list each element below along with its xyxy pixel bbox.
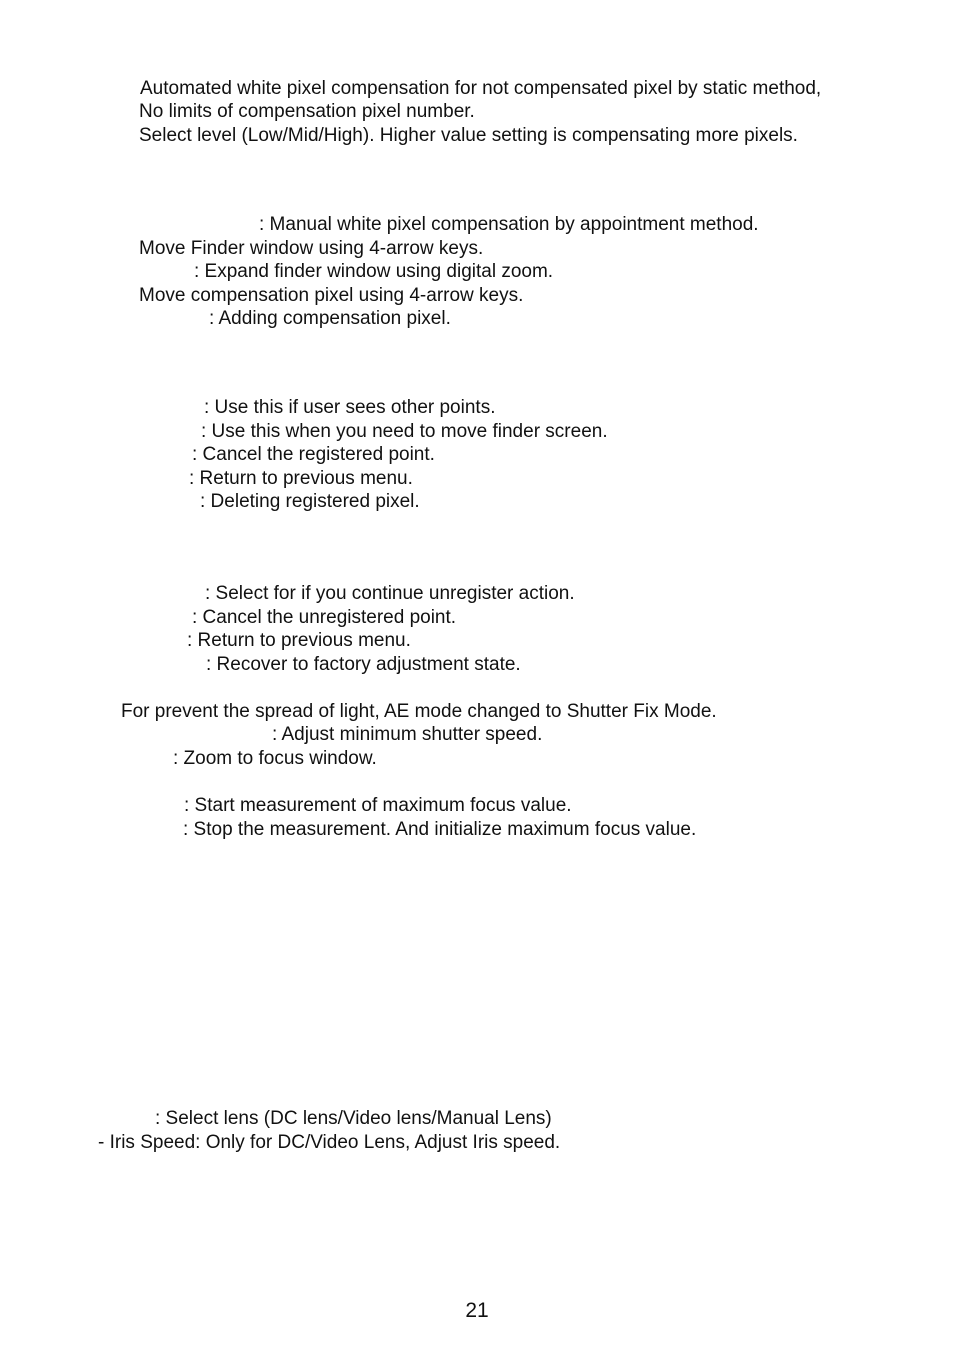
text-line: : Return to previous menu. [187, 630, 411, 651]
text-line: : Select for if you continue unregister action. [205, 583, 575, 604]
text-line: : Cancel the registered point. [192, 444, 435, 465]
text-line: Move Finder window using 4-arrow keys. [139, 238, 484, 259]
text-line: : Use this when you need to move finder screen. [201, 421, 608, 442]
text-line: Move compensation pixel using 4-arrow keys. [139, 285, 524, 306]
text-line: For prevent the spread of light, AE mode changed to Shutter Fix Mode. [121, 701, 717, 722]
text-line: Select level (Low/Mid/High). Higher value setting is compensating more pixels. [139, 125, 798, 146]
text-line: : Return to previous menu. [189, 468, 413, 489]
text-line: : Recover to factory adjustment state. [206, 654, 521, 675]
page-number: 21 [465, 1299, 489, 1322]
text-line: Automated white pixel compensation for not compensated pixel by static method, [140, 78, 822, 99]
text-line: : Expand finder window using digital zoom. [194, 261, 554, 282]
text-line: : Adjust minimum shutter speed. [272, 724, 543, 745]
text-line: : Deleting registered pixel. [200, 491, 420, 512]
text-line: - Iris Speed: Only for DC/Video Lens, Adjust Iris speed. [98, 1132, 561, 1153]
text-line: No limits of compensation pixel number. [139, 101, 475, 122]
text-line: : Use this if user sees other points. [204, 397, 496, 418]
text-line: : Zoom to focus window. [173, 748, 377, 769]
text-line: : Stop the measurement. And initialize maximum focus value. [183, 819, 697, 840]
text-line: : Start measurement of maximum focus value. [184, 795, 572, 816]
text-line: : Adding compensation pixel. [209, 308, 451, 329]
text-line: : Cancel the unregistered point. [192, 607, 457, 628]
text-line: : Select lens (DC lens/Video lens/Manual Lens) [155, 1108, 552, 1129]
text-line: : Manual white pixel compensation by appointment method. [259, 214, 759, 235]
